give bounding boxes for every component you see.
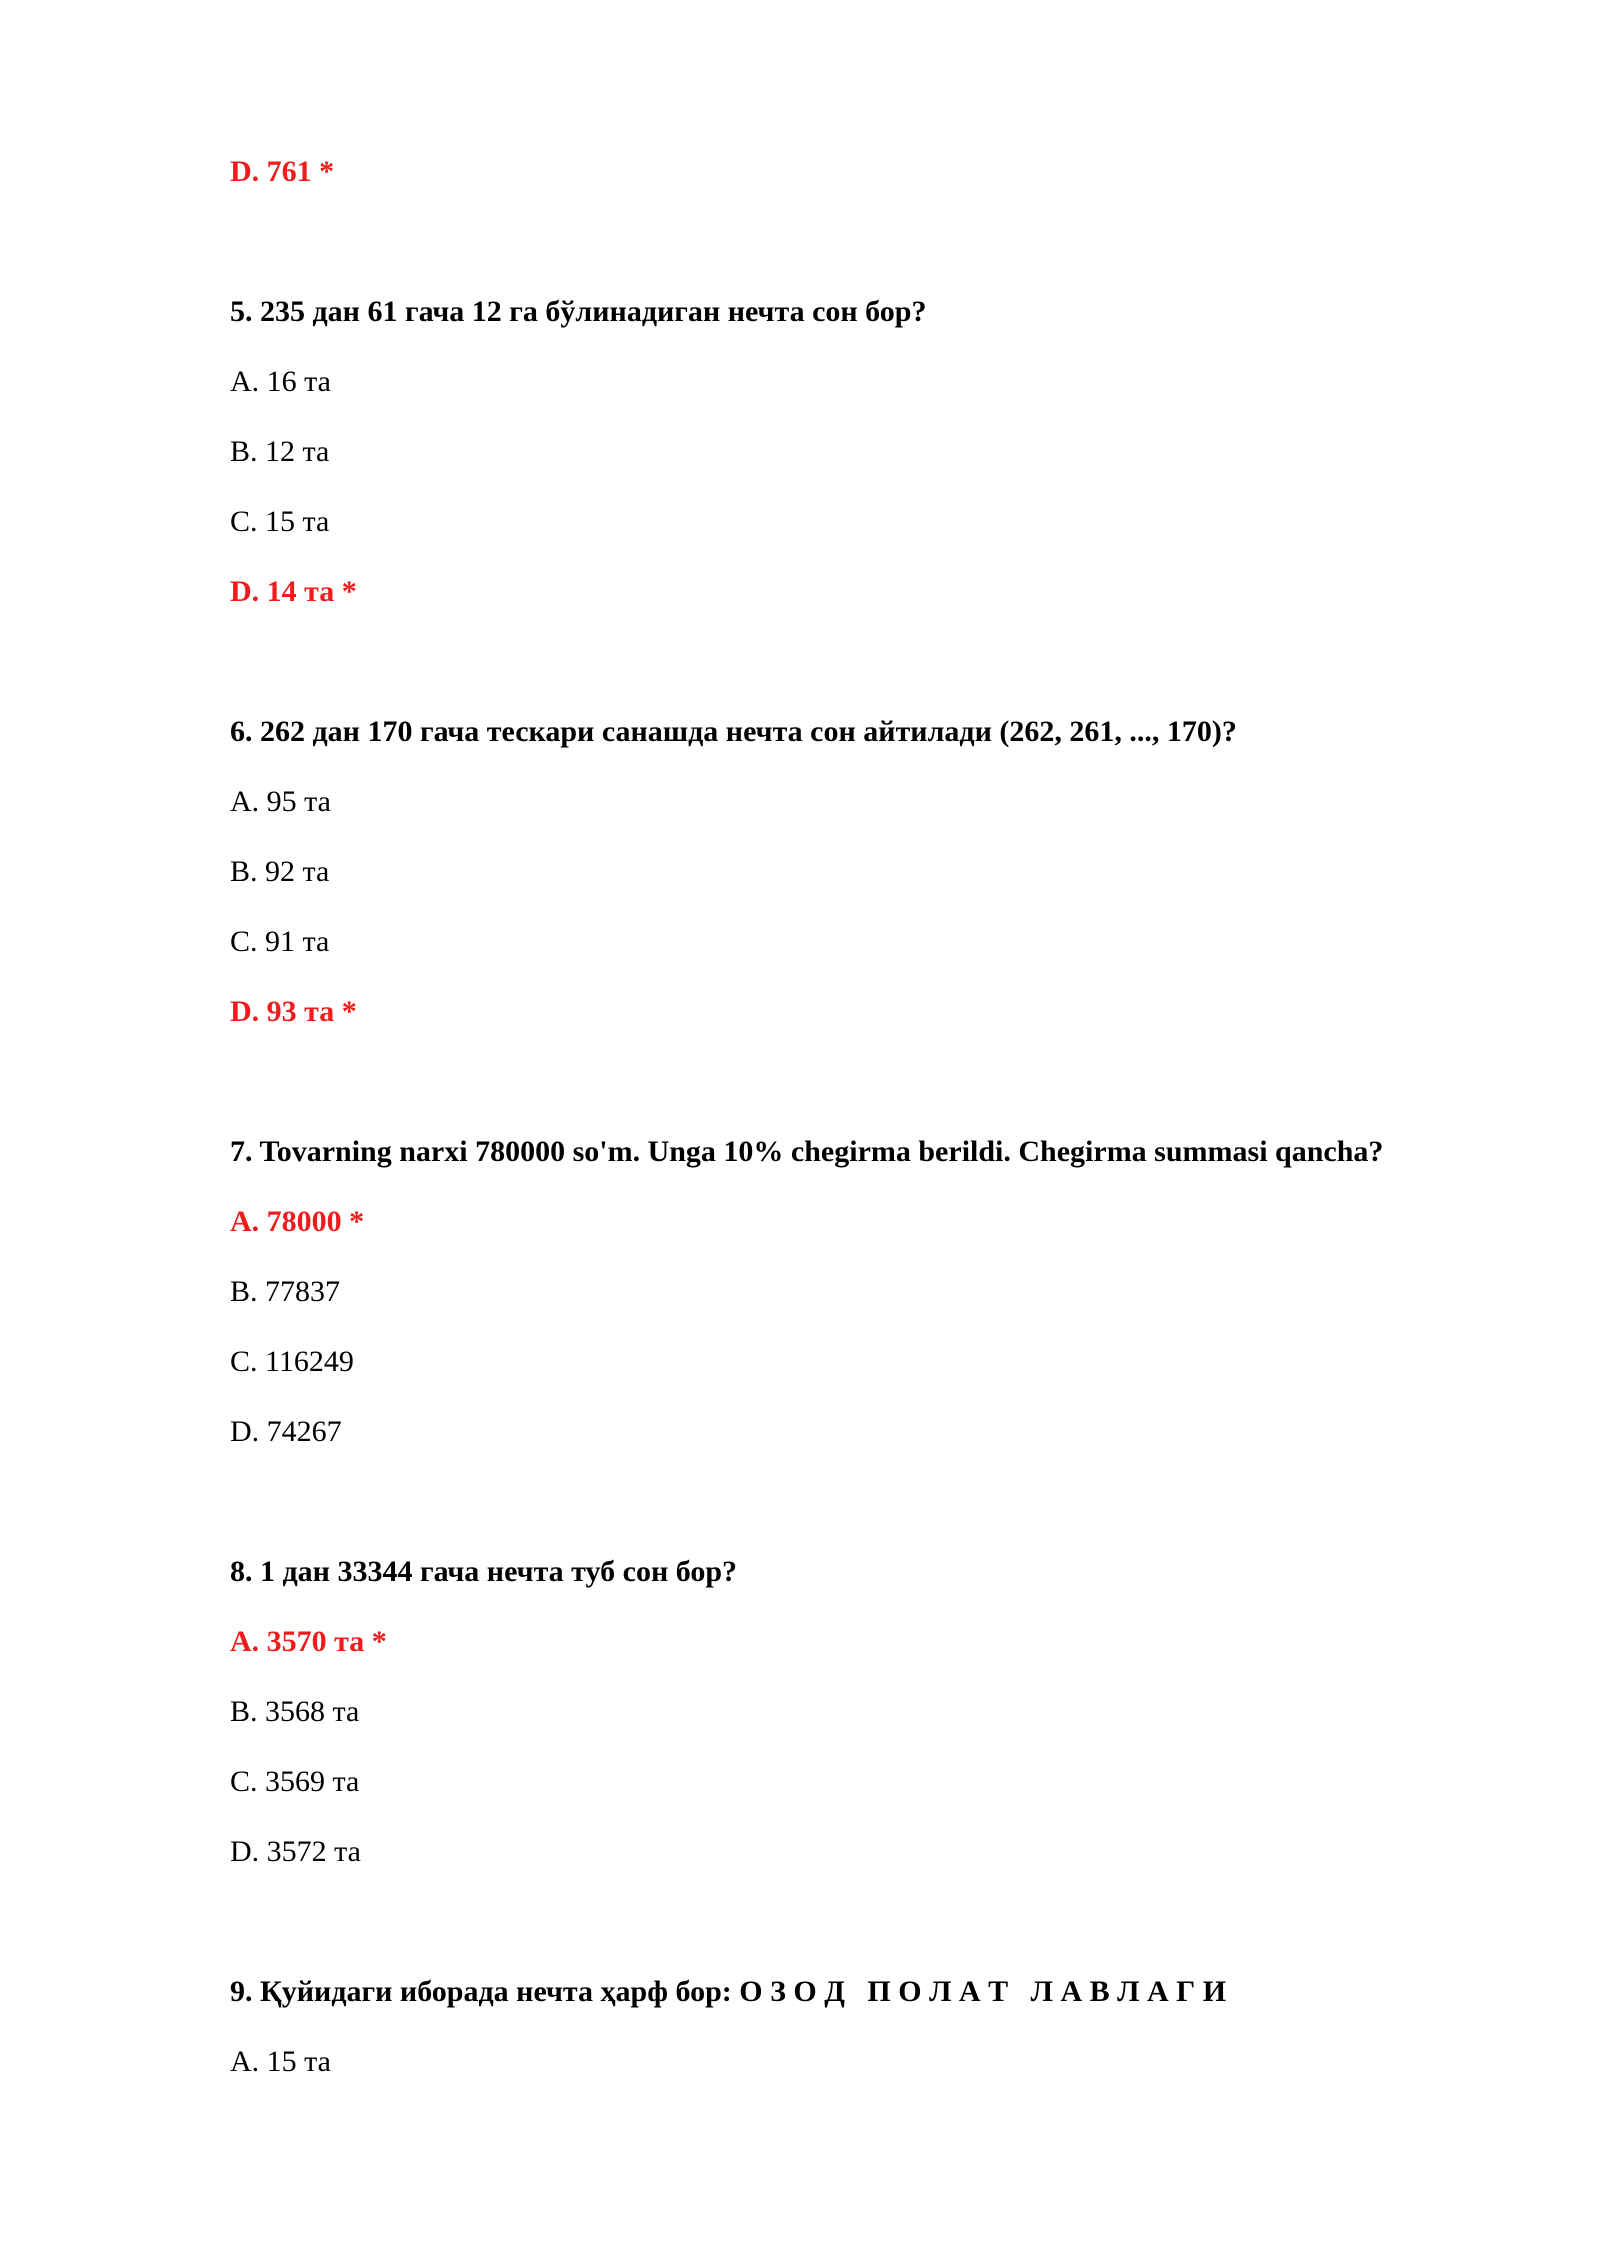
option-a-correct: A. 3570 та * xyxy=(230,1625,387,1658)
option-d: D. 3572 та xyxy=(230,1835,361,1868)
option-c: C. 116249 xyxy=(230,1345,354,1378)
option-a: A. 15 та xyxy=(230,2045,331,2078)
option-d-correct: D. 14 та * xyxy=(230,575,357,608)
question-5: 5. 235 дан 61 гача 12 га бўлинадиган нечта сон бор? xyxy=(230,295,927,328)
option-b: B. 12 та xyxy=(230,435,330,468)
question-6: 6. 262 дан 170 гача тескари санашда нечта сон айтилади (262, 261, ..., 170)? xyxy=(230,715,1237,748)
option-a: A. 16 та xyxy=(230,365,331,398)
option-d-correct: D. 93 та * xyxy=(230,995,357,1028)
option-a-correct: A. 78000 * xyxy=(230,1205,365,1238)
question-9: 9. Қуйидаги иборада нечта ҳарф бор: О З О Д П О Л А Т Л А В Л А Г И xyxy=(230,1975,1227,2008)
question-8: 8. 1 дан 33344 гача нечта туб сон бор? xyxy=(230,1555,738,1588)
question-7: 7. Tovarning narxi 780000 so'm. Unga 10% chegirma berildi. Chegirma summasi qancha? xyxy=(230,1135,1384,1168)
option-b: B. 77837 xyxy=(230,1275,341,1308)
option-c: C. 15 та xyxy=(230,505,330,538)
option-d: D. 74267 xyxy=(230,1415,342,1448)
option-c: C. 91 та xyxy=(230,925,330,958)
answer-d-correct: D. 761 * xyxy=(230,155,335,188)
option-a: A. 95 та xyxy=(230,785,331,818)
option-b: B. 3568 та xyxy=(230,1695,360,1728)
option-c: C. 3569 та xyxy=(230,1765,360,1798)
option-b: B. 92 та xyxy=(230,855,330,888)
